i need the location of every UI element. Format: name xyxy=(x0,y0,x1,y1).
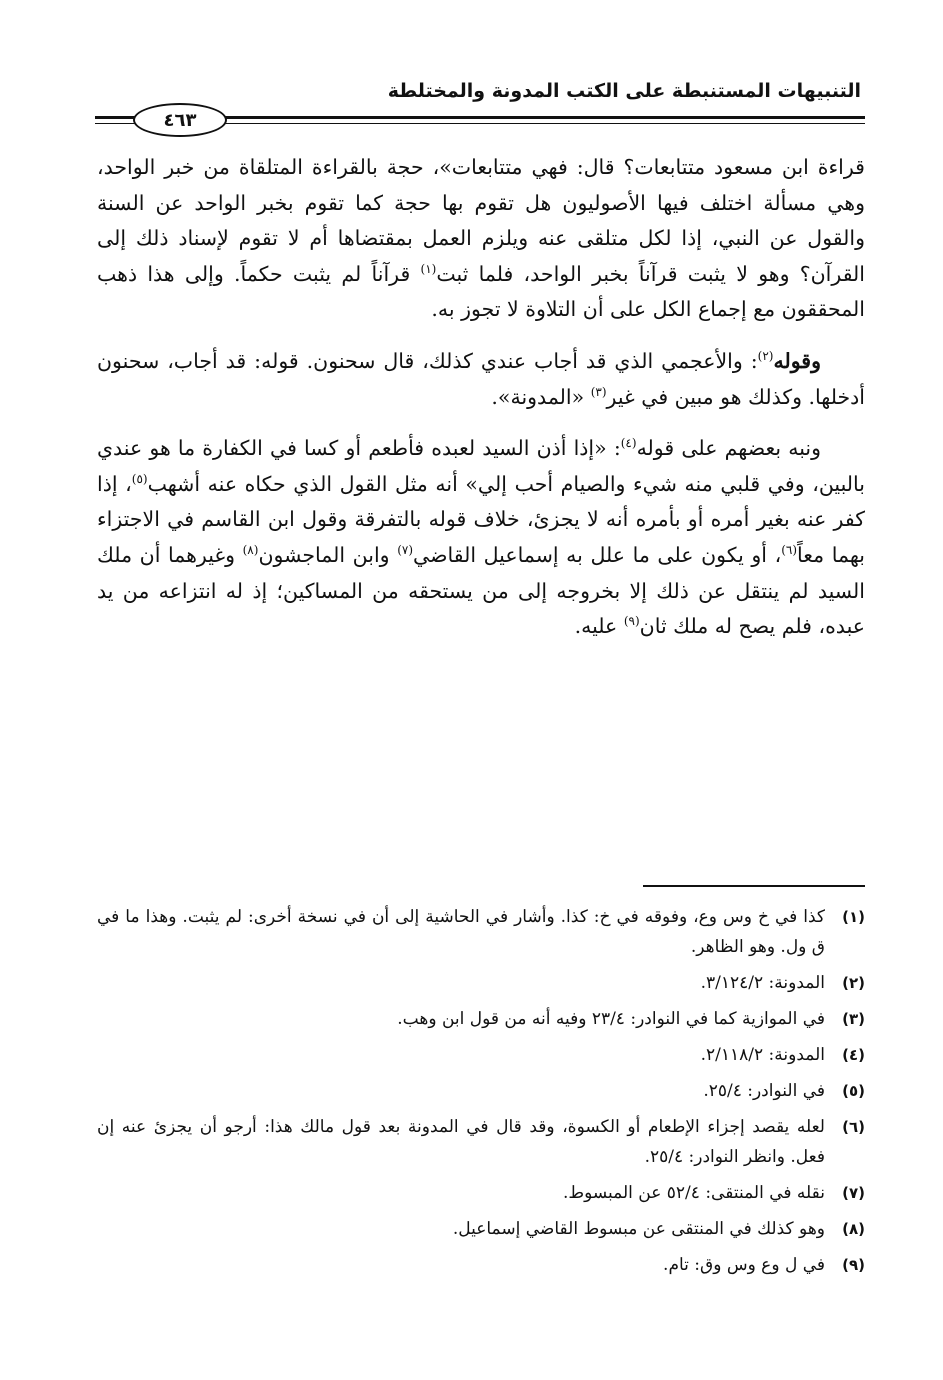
footnote xyxy=(97,968,865,998)
footnote xyxy=(97,1214,865,1244)
paragraph-3-text-d: ، أو يكون على ما علل به إسماعيل القاضي xyxy=(413,542,782,567)
footnote xyxy=(97,1112,865,1172)
footnote-number: (٣) xyxy=(842,1010,865,1028)
paragraph-2 xyxy=(97,344,865,415)
footnote-number: (٩) xyxy=(842,1256,865,1274)
footnote-marker-1: (١) xyxy=(420,261,437,276)
footnote-marker-4: (٤) xyxy=(620,436,637,451)
paragraph-3-text-b: : «إذا أذن السيد لعبده فأطعم أو كسا في الكفارة ما هو عندي بالبين، وفي قلبي منه شيء والصيام أحب إلي» أنه مثل القول الذي حكاه عنه أشهب xyxy=(97,436,865,496)
footnote-separator xyxy=(643,885,865,887)
footnote-text: في الموازية كما في النوادر: ٢٣/٤ وفيه أنه من قول ابن وهب. xyxy=(397,1009,825,1029)
footnote-marker-2: (٢) xyxy=(757,349,774,364)
paragraph-3 xyxy=(97,431,865,645)
footnote-marker-6: (٦) xyxy=(781,543,798,558)
running-title: التنبيهات المستنبطة على الكتب المدونة والمختلطة xyxy=(387,80,861,102)
page-number-badge xyxy=(133,103,227,137)
footnote-marker-3: (٣) xyxy=(590,384,607,399)
footnote-text: وهو كذلك في المنتقى عن مبسوط القاضي إسماعيل. xyxy=(452,1219,825,1239)
footnote xyxy=(97,1040,865,1070)
footnote-number: (٥) xyxy=(842,1082,865,1100)
paragraph-3-text-g: عليه. xyxy=(574,614,624,639)
page-number: ٤٦٣ xyxy=(163,109,197,131)
paragraph-3-text-a: ونبه بعضهم على قوله xyxy=(636,436,821,461)
paragraph-1 xyxy=(97,150,865,328)
footnote xyxy=(97,1076,865,1106)
footnote-text: المدونة: ٢/١١٨/٢. xyxy=(700,1045,825,1065)
footnote-number: (٨) xyxy=(842,1220,865,1238)
main-text xyxy=(97,150,865,661)
footnote-marker-7: (٧) xyxy=(397,543,414,558)
paragraph-1-text-b: قرآناً لم يثبت حكماً. وإلى هذا ذهب المحققون مع إجماع الكل على أن التلاوة لا تجوز به. xyxy=(97,261,865,322)
footnote-marker-8: (٨) xyxy=(242,543,259,558)
footnotes xyxy=(97,902,865,1286)
paragraph-2-text-b: «المدونة». xyxy=(491,384,591,409)
paragraph-1-text-a: قراءة ابن مسعود متتابعات؟ قال: فهي متتابعات»، حجة بالقراءة المتلقاة من خبر الواحد، وهي مسألة اختلف فيها الأصوليون هل تقوم بها حجة كما تقوم بخبر الواحد عن السنة والقول عن النبي، إذا لكل متلقى عنه ويلزم العمل بمقتضاها أم لا تقوم لإسناد ذلك إلى القرآن؟ وهو لا يثبت قرآناً بخبر الواحد، فلما ثبت xyxy=(97,155,866,286)
footnote-marker-5: (٥) xyxy=(131,471,148,486)
footnote-text: لعله يقصد إجزاء الإطعام أو الكسوة، وقد قال في المدونة بعد قول مالك هذا: أرجو أن يجزئ عنه إن فعل. وانظر النوادر: ٢٥/٤. xyxy=(97,1117,825,1167)
paragraph-2-lead: وقوله xyxy=(773,348,821,373)
footnote-number: (٤) xyxy=(842,1046,865,1064)
footnote-text: المدونة: ٣/١٢٤/٢. xyxy=(700,973,825,993)
paragraph-3-text-e: وابن الماجشون xyxy=(258,542,398,567)
footnote-marker-9: (٩) xyxy=(623,614,640,629)
footnote xyxy=(97,1178,865,1208)
page-header xyxy=(95,70,865,130)
footnote-number: (١) xyxy=(842,908,865,926)
footnote-text: نقله في المنتقى: ٥٢/٤ عن المبسوط. xyxy=(562,1183,825,1203)
paragraph-2-text-a: : والأعجمي الذي قد أجاب عندي كذلك، قال سحنون. قوله: قد أجاب، سحنون أدخلها. وكذلك هو مبين في غير xyxy=(97,348,865,409)
footnote-number: (٦) xyxy=(842,1118,865,1136)
paragraph-3-text-f: وغيرهما أن ملك السيد لم ينتقل عن ذلك إلا بخروجه إلى من يستحقه من المساكين؛ إذ له انتزاعه من يد عبده، فلم يصح له ملك ثان xyxy=(97,542,865,639)
footnote-text: في ل وع وس وق: تام. xyxy=(663,1255,825,1275)
footnote xyxy=(97,1250,865,1280)
footnote xyxy=(97,1004,865,1034)
paragraph-3-text-c: ، إذا كفر عنه بغير أمره أو بأمره أنه لا يجزئ، خلاف قوله بالتفرقة وقول ابن القاسم في الاجتزاء بهما معاً xyxy=(97,471,865,567)
footnote-text: كذا في خ وس وع، وفوقه في خ: كذا. وأشار في الحاشية إلى أن في نسخة أخرى: لم يثبت. وهذا ما في ق ول. وهو الظاهر. xyxy=(97,907,825,957)
footnote-number: (٧) xyxy=(842,1184,865,1202)
footnote-number: (٢) xyxy=(842,974,865,992)
footnote-text: في النوادر: ٢٥/٤. xyxy=(703,1081,825,1101)
footnote xyxy=(97,902,865,962)
